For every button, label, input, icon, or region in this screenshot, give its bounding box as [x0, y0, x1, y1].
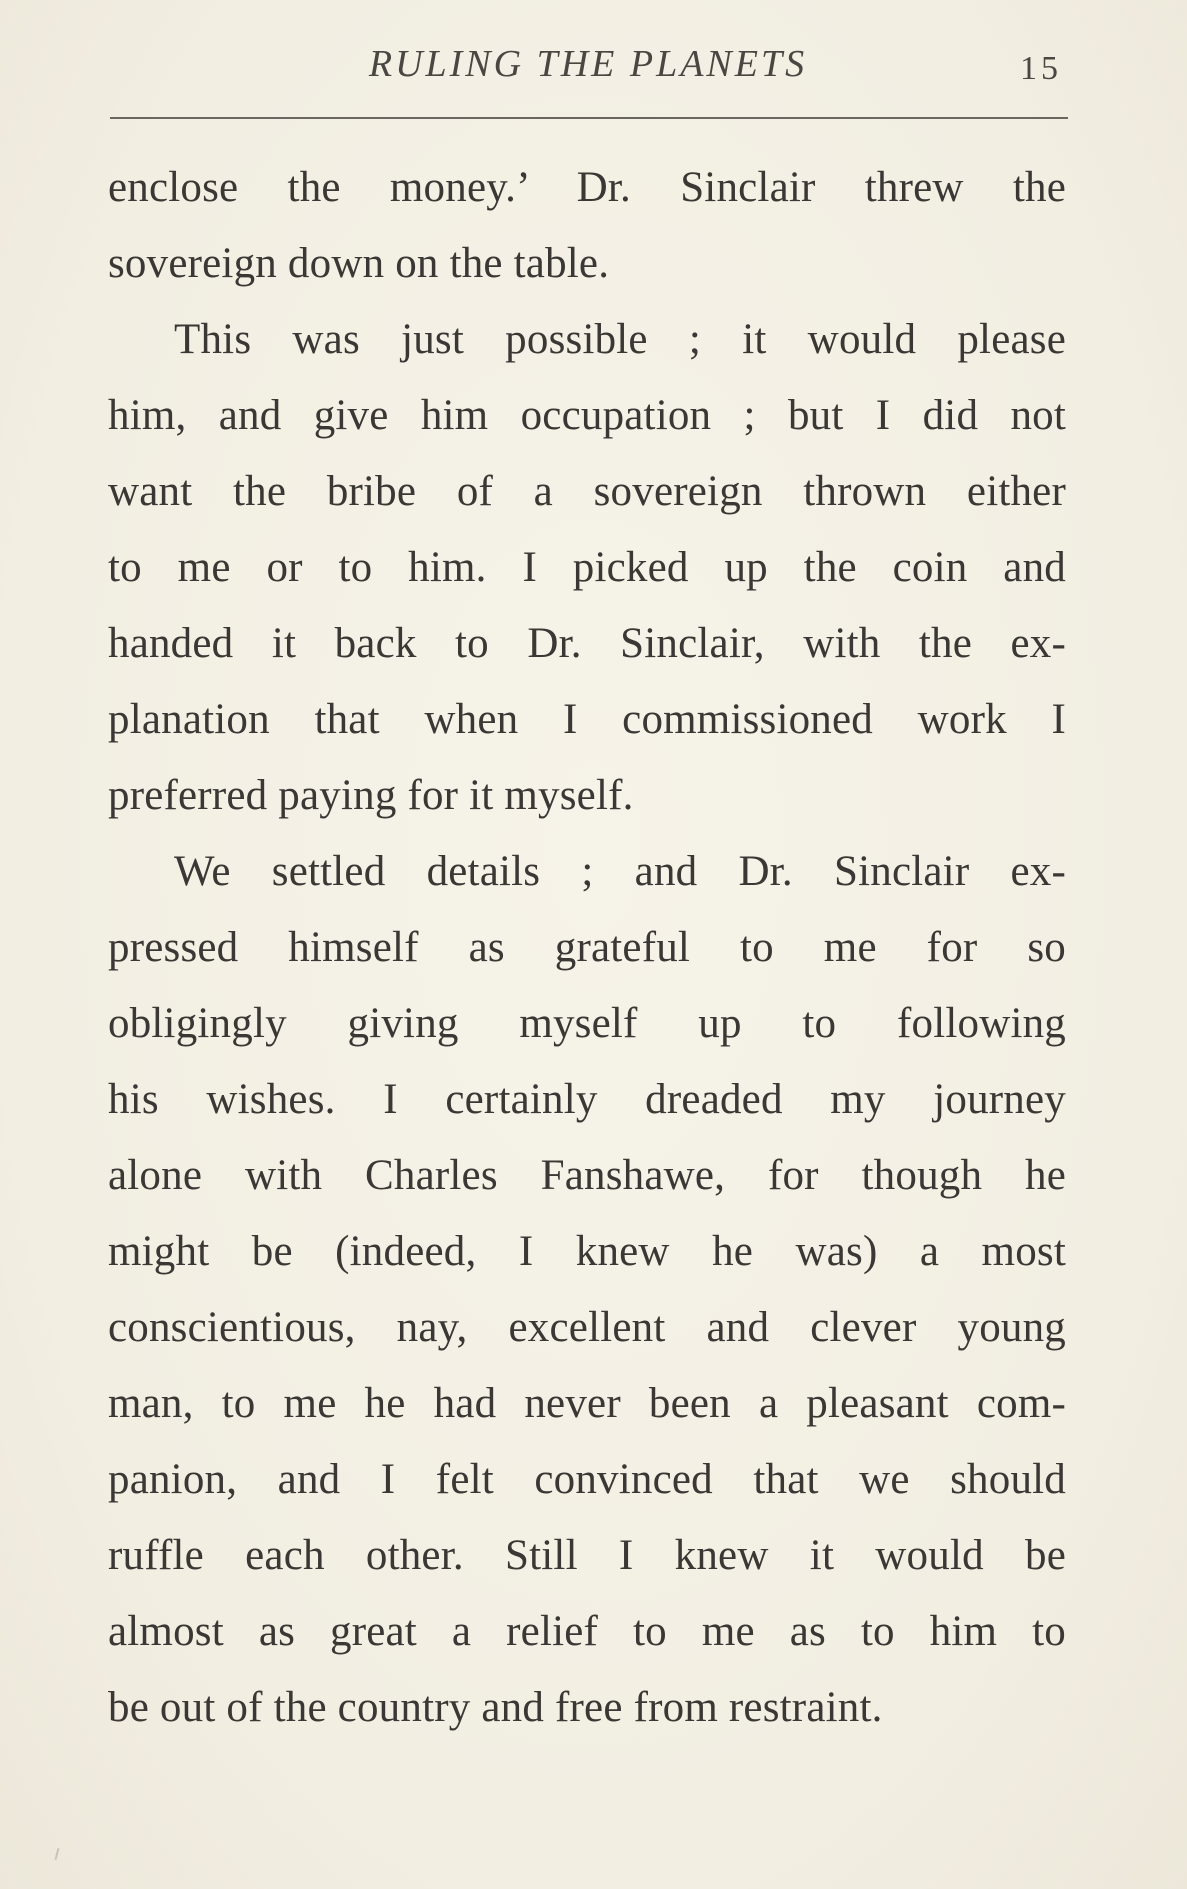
text-line: handed it back to Dr. Sinclair, with the ex- — [108, 620, 1066, 667]
text-line: sovereign down on the table. — [108, 240, 610, 287]
running-head — [108, 36, 1068, 96]
text-line: might be (indeed, I knew he was) a most — [108, 1228, 1066, 1275]
text-line: to me or to him. I picked up the coin and — [108, 544, 1066, 591]
text-line: planation that when I commissioned work I — [108, 696, 1066, 743]
text-line: him, and give him occupation ; but I did not — [108, 392, 1066, 439]
text-line: want the bribe of a sovereign thrown either — [108, 468, 1066, 515]
text-line: obligingly giving myself up to following — [108, 1000, 1066, 1047]
header-rule — [110, 117, 1068, 119]
page-number: 15 — [1020, 50, 1062, 87]
running-title: RULING THE PLANETS — [368, 43, 808, 85]
body-text — [108, 150, 1066, 1746]
paragraph-first-line: We settled details ; and Dr. Sinclair ex- — [174, 848, 1066, 895]
text-line: panion, and I felt convinced that we should — [108, 1456, 1066, 1503]
text-line: alone with Charles Fanshawe, for though he — [108, 1152, 1066, 1199]
text-line: ruffle each other. Still I knew it would be — [108, 1532, 1066, 1579]
text-line: preferred paying for it myself. — [108, 772, 634, 819]
text-line: man, to me he had never been a pleasant com- — [108, 1380, 1066, 1427]
paper-speck — [54, 1848, 59, 1860]
text-line: conscientious, nay, excellent and clever young — [108, 1304, 1066, 1351]
text-line: his wishes. I certainly dreaded my journey — [108, 1076, 1066, 1123]
text-line: be out of the country and free from restraint. — [108, 1684, 883, 1731]
text-line: almost as great a relief to me as to him to — [108, 1608, 1066, 1655]
paragraph-first-line: This was just possible ; it would please — [174, 316, 1066, 363]
text-line: pressed himself as grateful to me for so — [108, 924, 1066, 971]
text-line: enclose the money.’ Dr. Sinclair threw the — [108, 164, 1066, 211]
